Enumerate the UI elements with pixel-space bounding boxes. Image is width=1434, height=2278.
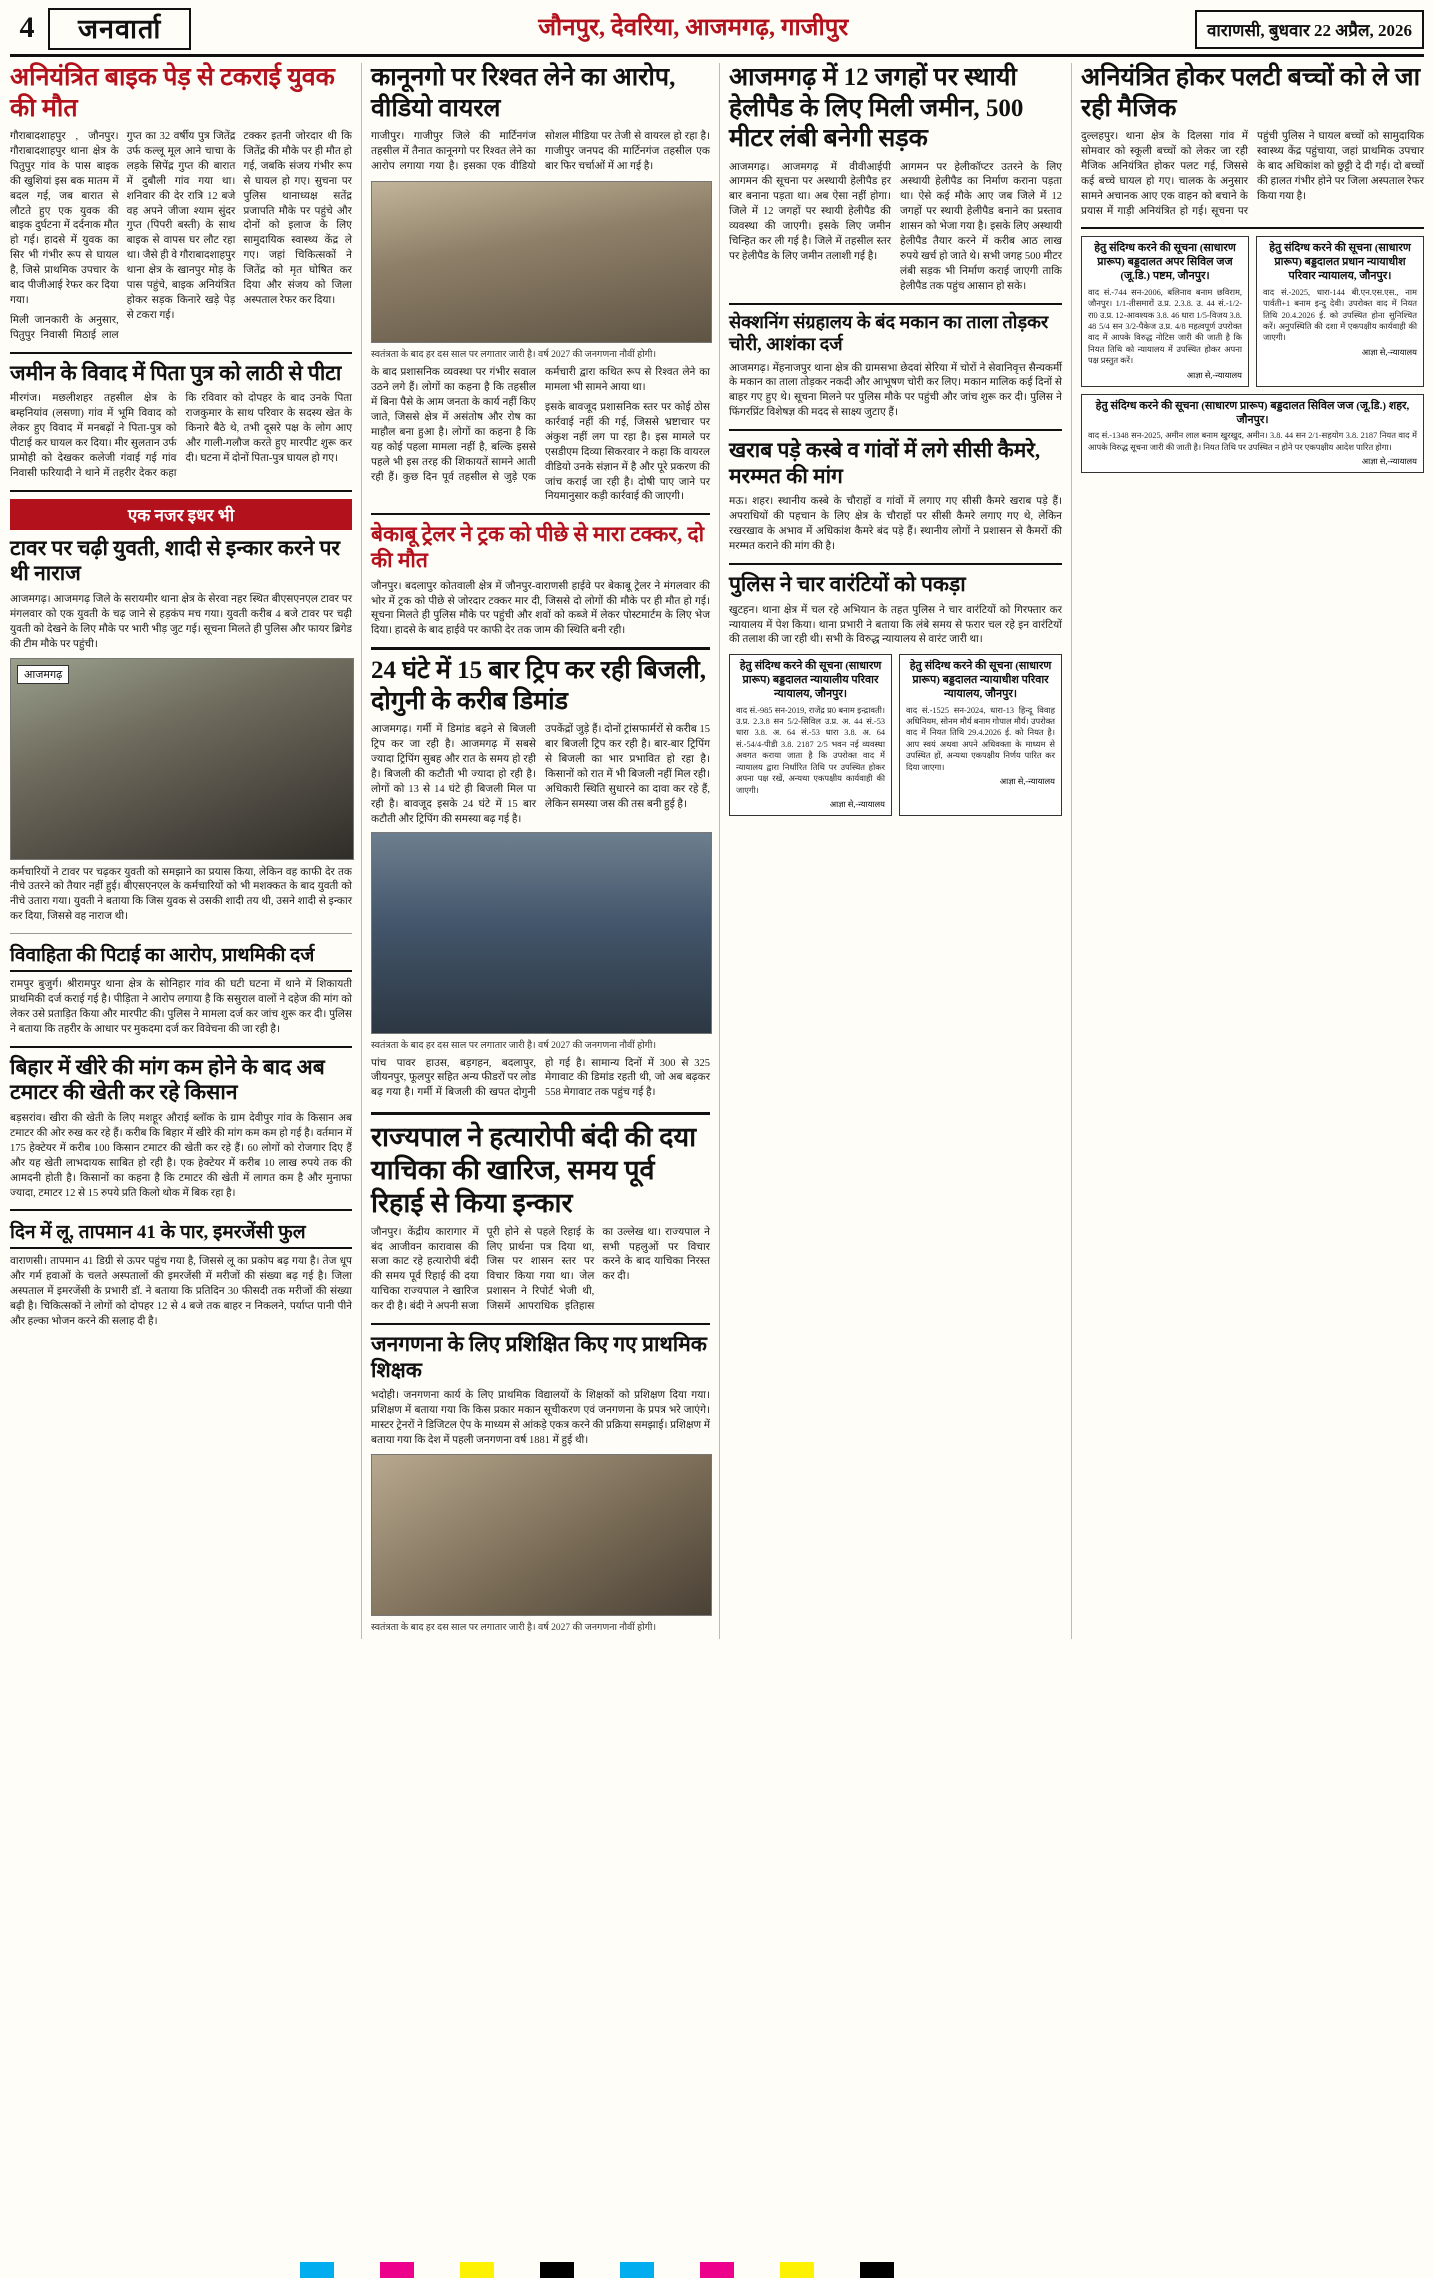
- notice-body: वाद सं.-744 सन-2006, बलिनाव बनाम छविराम, जौनपुर। 1/1-तीसमारों उ.प्र. 2.3.8. उ. 44 सं.-1/2-रा0 उ.प्र. 12-आवश्यक 3.8. 46 धारा 1/5-विजय 3.8. 48 5/4 सन 3/2-पैकेज उ.प्र. 4/8 महत्वपूर्ण उपरोक्त वाद में आपके विरुद्ध नोटिस जारी की जाती है कि नियत तिथि को न्यायालय में उपस्थित होकर अपना पक्ष प्रस्तुत करें।: [1088, 287, 1242, 366]
- divider: [10, 352, 352, 354]
- photo-location-badge: आजमगढ़: [17, 665, 69, 684]
- photo-tower: [10, 658, 354, 860]
- divider: [371, 1323, 710, 1325]
- print-color-bar: [0, 2262, 1434, 2278]
- notice-title: हेतु संदिग्ध करने की सूचना (साधारण प्रारूप) बड्डदालत न्यायाधीश परिवार न्यायालय, जौनपुर।: [909, 660, 1052, 700]
- notice-title: हेतु संदिग्ध करने की सूचना (साधारण प्रारूप) बड्डदालत न्यायालीय परिवार न्यायालय, जौनपुर।: [739, 660, 882, 700]
- legal-notice: [1081, 236, 1249, 386]
- headline-governor-mercy-plea: राज्यपाल ने हत्यारोपी बंदी की दया याचिका की खारिज, समय पूर्व रिहाई से किया इन्कार: [371, 1121, 697, 1218]
- article-body: उपकेंद्रों जुड़े हैं। दोनों ट्रांसफार्मरों से करीब 15 बार बिजली ट्रिप कर रही है। बार-बार ट्रिपिंग से बिजली का भार प्रभावित हो रहा है। किसानों को रात में भी बिजली नहीं मिल रही। अधिकारी स्थिति सुधारने का दावा कर रहे हैं, लेकिन समस्या जस की तस बनी हुई है।: [545, 724, 710, 810]
- headline-land-dispute: जमीन के विवाद में पिता पुत्र को लाठी से पीटा: [10, 360, 342, 385]
- article-body: मऊ। शहर। स्थानीय कस्बे के चौराहों व गांवों में लगाए गए सीसी कैमरे खराब पड़े हैं। अपराधियों की पहचान के लिए क्षेत्र के चौराहों पर सीसी कैमरे लगाए गए थे, लेकिन रखरखाव के अभाव में अधिकांश कैमरे बंद पड़े हैं। स्थानीय लोगों ने प्रशासन से कैमरों की मरम्मत कराने की मांग की है।: [729, 496, 1062, 553]
- headline-power-tripping: 24 घंटे में 15 बार ट्रिप कर रही बिजली, दोगुनी के करीब डिमांड: [371, 657, 706, 715]
- divider: [10, 933, 352, 934]
- legal-notice: [1081, 394, 1424, 473]
- divider: [729, 429, 1062, 431]
- notice-body: वाद सं.-1525 सन-2024, धारा-13 हिन्दू विवाह अधिनियम, सोनम मौर्य बनाम गोपाल मौर्य। उपरोक्त वाद में नियत तिथि 29.4.2026 ई. को नियत है। आप स्वयं अथवा अपने अधिवक्ता के माध्यम से उपस्थित हों, अन्यथा एकपक्षीय निर्णय पारित कर दिया जाएगा।: [906, 705, 1055, 772]
- headline-helipad-land: आजमगढ़ में 12 जगहों पर स्थायी हेलीपैड के लिए मिली जमीन, 500 मीटर लंबी बनेगी सड़क: [729, 64, 1024, 152]
- article-body: आजमगढ़। गर्मी में डिमांड बढ़ने से बिजली ट्रिप कर जा रही है। आजमगढ़ में सबसे ज्यादा ट्रिपिंग सुबह और रात के समय हो रही है। बिजली की कटौती भी ज्यादा हो रही है। लोगों को 13 से 14 घंटे ही बिजली मिल पा रही है। बावजूद इसके 24 घंटे में 15 बार कटौती और ट्रिपिंग की समस्या बढ़ गई है।: [371, 724, 536, 825]
- divider: [371, 647, 710, 650]
- photo-viral-video: [371, 181, 712, 343]
- divider: [1081, 227, 1424, 229]
- notice-signature: आज्ञा से,-न्यायालय: [999, 777, 1055, 787]
- article-body: टक्कर इतनी जोरदार थी कि जितेंद्र की मौके पर ही मौत हो गई, जबकि संजय गंभीर रूप से घायल हो गए। सुचना पर पुलिस थानाध्यक्ष सतेंद्र प्रजापति मौके पर पहुंचे और दोनों को इलाज के लिए सामुदायिक स्वास्थ्य केंद्र ले गए। जहां चिकित्सकों ने जितेंद्र को मृत घोषित कर दिया और संजय को जिला अस्पताल रेफर कर दिया।: [243, 131, 352, 306]
- article-body: वाराणसी। तापमान 41 डिग्री से ऊपर पहुंच गया है, जिससे लू का प्रकोप बढ़ गया है। तेज धूप और गर्म हवाओं के चलते अस्पतालों की इमरजेंसी में मरीजों की संख्या बढ़ गई है। जिला अस्पताल में इमरजेंसी के प्रभारी डॉ. ने बताया कि प्रतिदिन 30 फीसदी तक मरीजों की संख्या बढ़ी है। चिकित्सकों ने लोगों को दोपहर 12 से 4 बजे तक बाहर न निकलने, पर्याप्त पानी पीने और हल्का भोजन करने की सलाह दी है।: [10, 1256, 352, 1328]
- article-body: मिली जानकारी के अनुसार, पितुपुर निवासी मिठाई लाल गुप्त का 32 वर्षीय पुत्र जितेंद्र उर्फ कल्लू मूल आने चाचा के लड़के सिपेंद्र गुप्त की बारात में दुबौली गांव गया था। शनिवार की देर रात्रि 12 बजे वह अपने जीजा श्याम सुंदर गुप्त (पिपरी बस्ती) के साथ बाइक से वापस घर लौट रहा था। जैसे ही वे गौराबादशाहपुर थाना क्षेत्र के खानपुर मोड़ के पास पहुंचे, बाइक अनियंत्रित होकर सड़क किनारे खड़े पेड़ से टकरा गई।: [10, 131, 236, 341]
- edition-line: जौनपुर, देवरिया, आजमगढ़, गाजीपुर: [538, 15, 849, 41]
- color-swatch: [380, 2262, 414, 2278]
- legal-notice: [1256, 236, 1424, 386]
- dateline: वाराणसी, बुधवार 22 अप्रैल, 2026: [1195, 10, 1424, 49]
- divider: [371, 1112, 710, 1115]
- divider: [729, 563, 1062, 565]
- article-body: कर्मचारियों ने टावर पर चढ़कर युवती को समझाने का प्रयास किया, लेकिन वह काफी देर तक नीचे उतरने को तैयार नहीं हुई। बीएसएनएल के कर्मचारियों को भी मशक्कत के बाद युवती को नीचे उतारा गया। युवती ने बताया कि जिस युवक से उसकी शादी तय थी, उसने शादी से इन्कार कर दिया, जिससे वह नाराज थी।: [10, 866, 352, 923]
- page-number: 4: [19, 11, 35, 44]
- article-body: आजमगढ़। आजमगढ़ जिले के सरायमीर थाना क्षेत्र के सेरवा नहर स्थित बीएसएनएल टावर पर मंगलवार को एक युवती के चढ़ जाने से हड़कंप मच गया। युवती करीब 4 बजे टावर पर चढ़ी युवती को देखने के लिए मौके पर भारी भीड़ जुट गई। सूचना मिलते ही पुलिस और फायर ब्रिगेड की टीम मौके पर पहुंची।: [10, 593, 352, 650]
- headline-tomato-farming: बिहार में खीरे की मांग कम होने के बाद अब टमाटर की खेती कर रहे किसान: [10, 1054, 325, 1105]
- article-body: खुटहन। थाना क्षेत्र में चल रहे अभियान के तहत पुलिस ने चार वारंटियों को गिरफ्तार कर न्यायालय में पेश किया। थाना प्रभारी ने बताया कि लंबे समय से फरार चल रहे इन वारंटियों की तलाश की जा रही थी। सभी के विरुद्ध न्यायालय से वारंट जारी था।: [729, 604, 1062, 646]
- column-2: [362, 63, 720, 1639]
- article-body: जौनपुर। केंद्रीय कारागार में बंद आजीवन कारावास की सजा काट रहे हत्यारोपी बंदी की समय पूर्व रिहाई की दया याचिका राज्यपाल ने खारिज कर दी है। बंदी ने अपनी सजा पूरी होने से पहले रिहाई के लिए प्रार्थना पत्र दिया था, जिस पर शासन स्तर पर विचार किया गया था। जेल प्रशासन ने रिपोर्ट भेजी थी, जिसमें आपराधिक इतिहास का उल्लेख था। राज्यपाल ने सभी पहलुओं पर विचार करने के बाद याचिका निरस्त कर दी।: [371, 1226, 710, 1313]
- headline-tower-girl: टावर पर चढ़ी युवती, शादी से इन्कार करने पर थी नाराज: [10, 535, 340, 586]
- headline-census-training: जनगणना के लिए प्रशिक्षित किए गए प्राथमिक शिक्षक: [371, 1332, 707, 1382]
- color-swatch: [620, 2262, 654, 2278]
- article-body: बड़सरांव। खीरा की खेती के लिए मशहूर औराई ब्लॉक के ग्राम देवीपुर गांव के किसान अब टमाटर की ओर रुख कर रहे हैं। करीब कि बिहार में खीरे की मांग कम कम हो गई है। वर्तमान में 175 हेक्टेयर में करीब 100 किसान टमाटर की खेती कर रहे हैं। 60 लोगों को रोजगार दिए हैं और यह खेती लाभदायक साबित हो रही है। एक हेक्टेयर में करीब 10 लाख रुपये तक की आमदनी होती है। किसानों का कहना है कि टमाटर की खेती में लागत कम है और मुनाफा ज्यादा, टमाटर 12 से 15 रुपये प्रति किलो थोक में बिक रहा है।: [10, 1113, 352, 1199]
- headline-magic-van-overturn: अनियंत्रित होकर पलटी बच्चों को ले जा रही मैजिक: [1081, 64, 1421, 122]
- article-body: आजमगढ़। आजमगढ़ में वीवीआईपी आगमन की सूचना पर अस्थायी हेलीपैड हर बार बनाना पड़ता था। अब ऐसा नहीं होगा। जिले में 12 जगहों पर स्थायी हेलीपैड की व्यवस्था की जाएगी। इसके लिए जमीन चिन्हित कर ली गई है। जिले में तहसील स्तर पर हेलीपैड के लिए जमीन तलाशी गई है।: [729, 161, 891, 262]
- masthead: [10, 8, 1424, 57]
- notice-body: वाद सं.-2025, धारा-144 बी.एन.एस.एस., नाम पार्वती+1 बनाम इन्दु देवी। उपरोक्त वाद में नियत तिथि 20.4.2026 ई. को उपस्थित होना सुनिश्चित करें। अनुपस्थिति की दशा में एकपक्षीय कार्यवाही की जाएगी।: [1263, 287, 1417, 343]
- notice-body: वाद सं.-1348 सन-2025, अमीन लाल बनाम खुरखुद, अमीन। 3.8. 44 सन 2/1-सहयोग 3.8. 2187 नियत वाद में आपके विरुद्ध सूचना जारी की जाती है। नियत तिथि पर उपस्थित न होने पर एकपक्षीय आदेश पारित होगा।: [1088, 431, 1417, 452]
- headline-cctv-broken: खराब पड़े कस्बे व गांवों में लगे सीसी कैमरे, मरम्मत की मांग: [729, 438, 1041, 488]
- legal-notice: [899, 654, 1062, 816]
- notice-signature: आज्ञा से,-न्यायालय: [1186, 370, 1242, 380]
- article-body: भदोही। जनगणना कार्य के लिए प्राथमिक विद्यालयों के शिक्षकों को प्रशिक्षण दिया गया। प्रशिक्षण में बताया गया कि किस प्रकार मकान सूचीकरण एवं जनगणना के प्रपत्र भरे जाएंगे। मास्टर ट्रेनरों ने डिजिटल ऐप के माध्यम से आंकड़े एकत्र करने की प्रक्रिया समझाई। प्रशिक्षण में बताया गया कि देश में पहली जनगणना वर्ष 1881 में हुई थी।: [371, 1390, 710, 1446]
- legal-notices-group: [729, 654, 1062, 816]
- color-swatch: [300, 2262, 334, 2278]
- content-grid: [10, 63, 1424, 1639]
- kicker-one-glance: एक नजर इधर भी: [10, 499, 352, 530]
- photo-training: [371, 1454, 712, 1616]
- headline-heatwave: दिन में लू, तापमान 41 के पार, इमरजेंसी फुल: [10, 1218, 352, 1249]
- color-swatch: [540, 2262, 574, 2278]
- color-swatch: [860, 2262, 894, 2278]
- photo-caption: स्वतंत्रता के बाद हर दस साल पर लगातार जारी है। वर्ष 2027 की जनगणना नौवीं होगी।: [371, 1622, 657, 1633]
- photo-caption: स्वतंत्रता के बाद हर दस साल पर लगातार जारी है। वर्ष 2027 की जनगणना नौवीं होगी।: [371, 350, 657, 361]
- notice-body: वाद सं.-985 सन-2019, राजेंद्र प्र0 बनाम इन्द्रावती। उ.प्र. 2.3.8 सन 5/2-सिविल उ.प्र. अ. 44 सं.-53 धारा 3.8. अ. 64 सं.-53 धारा 3.8. अ. 64 सं.-54/4-पीडी 3.8. 2187 2/5 भवन नई व्यवस्था अवगत कराया जाता है कि उपरोक्त वाद में न्यायालय द्वारा निर्धारित तिथि पर उपस्थित होकर अपना पक्ष रखें, अन्यथा एकपक्षीय कार्यवाही की जाएगी।: [736, 705, 885, 795]
- photo-caption: स्वतंत्रता के बाद हर दस साल पर लगातार जारी है। वर्ष 2027 की जनगणना नौवीं होगी।: [371, 1040, 657, 1051]
- divider: [729, 303, 1062, 305]
- headline-trailer-truck-crash: बेकाबू ट्रेलर ने ट्रक को पीछे से मारा टक्कर, दो की मौत: [371, 522, 705, 572]
- headline-married-woman-beaten: विवाहिता की पिटाई का आरोप, प्राथमिकी दर्ज: [10, 941, 352, 972]
- notice-title: हेतु संदिग्ध करने की सूचना (साधारण प्रारूप) बड्डदालत अपर सिविल जज (जू.डि.) पष्टम, जौनपुर।: [1094, 242, 1236, 282]
- article-body: आगमन पर हेलीकॉप्टर उतरने के लिए अस्थायी हेलीपैड का निर्माण कराना पड़ता था। ऐसे कई मौके आए जब जिले में 12 जगहों पर स्थायी हेलीपैड बनाने का प्रस्ताव शासन को भेजा गया है। इसके लिए अस्थायी हेलीपैड तैयार करने में करीब आठ लाख रुपये खर्च हो जाते थे। सभी जगह 500 मीटर लंबी सड़क भी निर्माण कराई जाएगी ताकि हेलीपैड तक पहुंच आसान हो सके।: [900, 161, 1062, 292]
- notice-title: हेतु संदिग्ध करने की सूचना (साधारण प्रारूप) बड्डदालत प्रधान न्यायाधीश परिवार न्यायालय, जौनपुर।: [1269, 242, 1411, 282]
- column-4: [1072, 63, 1424, 1639]
- article-body: दुल्लहपुर। थाना क्षेत्र के दिलसा गांव में सोमवार को स्कूली बच्चों को लेकर जा रही मैजिक अनियंत्रित होकर पलट गई, जिससे कई बच्चे घायल हो गए। चालक के अनुसार सामने अचानक आए एक वाहन को बचाने के प्रयास में गाड़ी अनियंत्रित हो गई। सूचना पर पहुंची पुलिस ने घायल बच्चों को सामुदायिक स्वास्थ्य केंद्र पहुंचाया, जहां प्राथमिक उपचार के बाद अधिकांश को छुट्टी दे दी गई। दो बच्चों की हालत गंभीर होने पर जिला अस्पताल रेफर किया गया है।: [1081, 131, 1424, 217]
- notice-title: हेतु संदिग्ध करने की सूचना (साधारण प्रारूप) बड्डदालत सिविल जज (जू.डि.) शहर, जौनपुर।: [1095, 399, 1410, 426]
- color-swatch: [460, 2262, 494, 2278]
- article-body: के बाद प्रशासनिक व्यवस्था पर गंभीर सवाल उठने लगे हैं। लोगों का कहना है कि तहसील में बिना पैसे के आम जनता के कार्य नहीं किए जाते, जिससे क्षेत्र में असंतोष और रोष का माहौल बना हुआ है। लोगों का कहना है कि यह कोई पहला मामला नहीं है, बल्कि इससे पहले भी इस तरह की शिकायतें सामने आती रही हैं। कुछ दिन पूर्व तहसील से जुड़े एक कर्मचारी द्वारा कथित रूप से रिश्वत लेने का मामला भी सामने आया था।: [371, 367, 710, 483]
- divider: [10, 1209, 352, 1211]
- legal-notice: [729, 654, 892, 816]
- headline-bike-accident: अनियंत्रित बाइक पेड़ से टकराई युवक की मौत: [10, 64, 335, 122]
- color-swatch: [700, 2262, 734, 2278]
- headline-theft-locked-house: सेक्शनिंग संग्रहालय के बंद मकान का ताला तोड़कर चोरी, आशंका दर्ज: [729, 311, 1049, 354]
- legal-notices-group: [1081, 236, 1424, 386]
- divider: [10, 1046, 352, 1048]
- notice-signature: आज्ञा से,-न्यायालय: [1361, 457, 1417, 467]
- article-body: रामपुर बुजुर्ग। श्रीरामपुर थाना क्षेत्र के सोनिहार गांव की घटी घटना में थाने में शिकायती प्राथमिकी दर्ज कराई गई है। पीड़िता ने आरोप लगाया है कि ससुराल वालों ने दहेज की मांग को लेकर उसे प्रताड़ित किया और मारपीट की। पुलिस ने मामला दर्ज कर जांच शुरू कर दी। पुलिस ने बताया कि तहरीर के आधार पर मुकदमा दर्ज कर विवेचना की जा रही है।: [10, 979, 352, 1035]
- article-body: गाजीपुर। गाजीपुर जिले की मार्टिनगंज तहसील में तैनात कानूनगो पर रिश्वत लेने का आरोप लगाया गया है। इसका एक वीडियो सोशल मीडिया पर तेजी से वायरल हो रहा है। गाजीपुर जनपद की मार्टिनगंज तहसील एक बार फिर चर्चाओं में आ गई है।: [371, 131, 710, 172]
- headline-bribery-video: कानूनगो पर रिश्वत लेने का आरोप, वीडियो वायरल: [371, 64, 676, 122]
- column-3: [720, 63, 1072, 1639]
- column-1: [10, 63, 362, 1639]
- headline-four-warrantees-arrested: पुलिस ने चार वारंटियों को पकड़ा: [729, 572, 966, 597]
- article-body: आजमगढ़। मेंहनाजपुर थाना क्षेत्र की ग्रामसभा छेदवां सेरिया में चोरों ने सेवानिवृत्त सैन्यकर्मी के मकान का ताला तोड़कर नकदी और आभूषण चोरी कर लिए। मकान मालिक कई दिनों से बाहर गए हुए थे। सूचना मिलने पर पुलिस मौके पर पहुंची और जांच शुरू कर दी। पुलिस ने फिंगरप्रिंट विशेषज्ञ की मदद से साक्ष्य जुटाए हैं।: [729, 362, 1062, 419]
- article-body: पांच पावर हाउस, बड़गहन, बदलापुर, जीयनपुर, फूलपुर सहित अन्य फीडरों पर लोड बढ़ गया है। गर्मी में बिजली की खपत दोगुनी हो गई है। सामान्य दिनों में 300 से 325 मेगावाट की डिमांड रहती थी, जो अब बढ़कर 558 मेगावाट तक पहुंच गई है।: [371, 1057, 710, 1099]
- paper-name: जनवार्ता: [48, 8, 191, 50]
- article-body: इसके बावजूद प्रशासनिक स्तर पर कोई ठोस कार्रवाई नहीं की गई, जिससे भ्रष्टाचार पर अंकुश नहीं लग पा रहा है। इस मामले पर एसडीएम दिव्या सिकरवार ने कहा कि वायरल वीडियो उनके संज्ञान में है और पूरे प्रकरण की जांच कराई जा रही है। दोषी पाए जाने पर नियमानुसार कड़ी कार्रवाई की जाएगी।: [545, 402, 710, 503]
- article-body: गौराबादशाहपुर , जौनपुर। गौराबादशाहपुर थाना क्षेत्र के पितुपुर गांव के पास बाइक की खुशियां इस बक मातम में बदल गई, जब बारात से लौटते हुए एक युवक की बाइक दुर्घटना में दर्दनाक मौत हो गई। हादसे में युवक का सिर भी गंभीर रूप से घायल है, जिसे प्राथमिक उपचार के बाद पीजीआई रेफर कर दिया गया।: [10, 131, 119, 306]
- divider: [371, 513, 710, 515]
- color-swatch: [780, 2262, 814, 2278]
- photo-transformer: [371, 832, 712, 1034]
- notice-signature: आज्ञा से,-न्यायालय: [1361, 347, 1417, 357]
- article-body: मीरगंज। मछलीशहर तहसील क्षेत्र के बम्हनियांव (लसणा) गांव में भूमि विवाद को लेकर हुए विवाद में मनबढ़ों ने पिता-पुत्र को पीटाई कर घायल कर दिया। मीर सुलतान उर्फ प्रामोही को देखकर कलेजी गंवाई गई गांव निवासी फरियादी ने थाने में तहरीर देकर कहा कि रविवार को दोपहर के बाद उनके पिता राजकुमार के साथ परिवार के सदस्य खेत के किनारे बैठे थे, तभी दूसरे पक्ष के लोग आए और गाली-गलौज करते हुए मारपीट शुरू कर दी। घटना में दोनों पिता-पुत्र घायल हो गए।: [10, 393, 352, 479]
- notice-signature: आज्ञा से,-न्यायालय: [829, 800, 885, 810]
- divider: [10, 490, 352, 492]
- article-body: जौनपुर। बदलापुर कोतवाली क्षेत्र में जौनपुर-वाराणसी हाईवे पर बेकाबू ट्रेलर ने मंगलवार की भोर में ट्रक को पीछे से जोरदार टक्कर मार दी, जिससे दो लोगों की मौके पर ही मौत हो गई। सूचना मिलते ही पुलिस मौके पर पहुंची और शवों को कब्जे में लेकर पोस्टमार्टम के लिए भेज दिया। हादसे के बाद हाईवे पर काफी देर तक जाम की स्थिति बनी रही।: [371, 580, 710, 637]
